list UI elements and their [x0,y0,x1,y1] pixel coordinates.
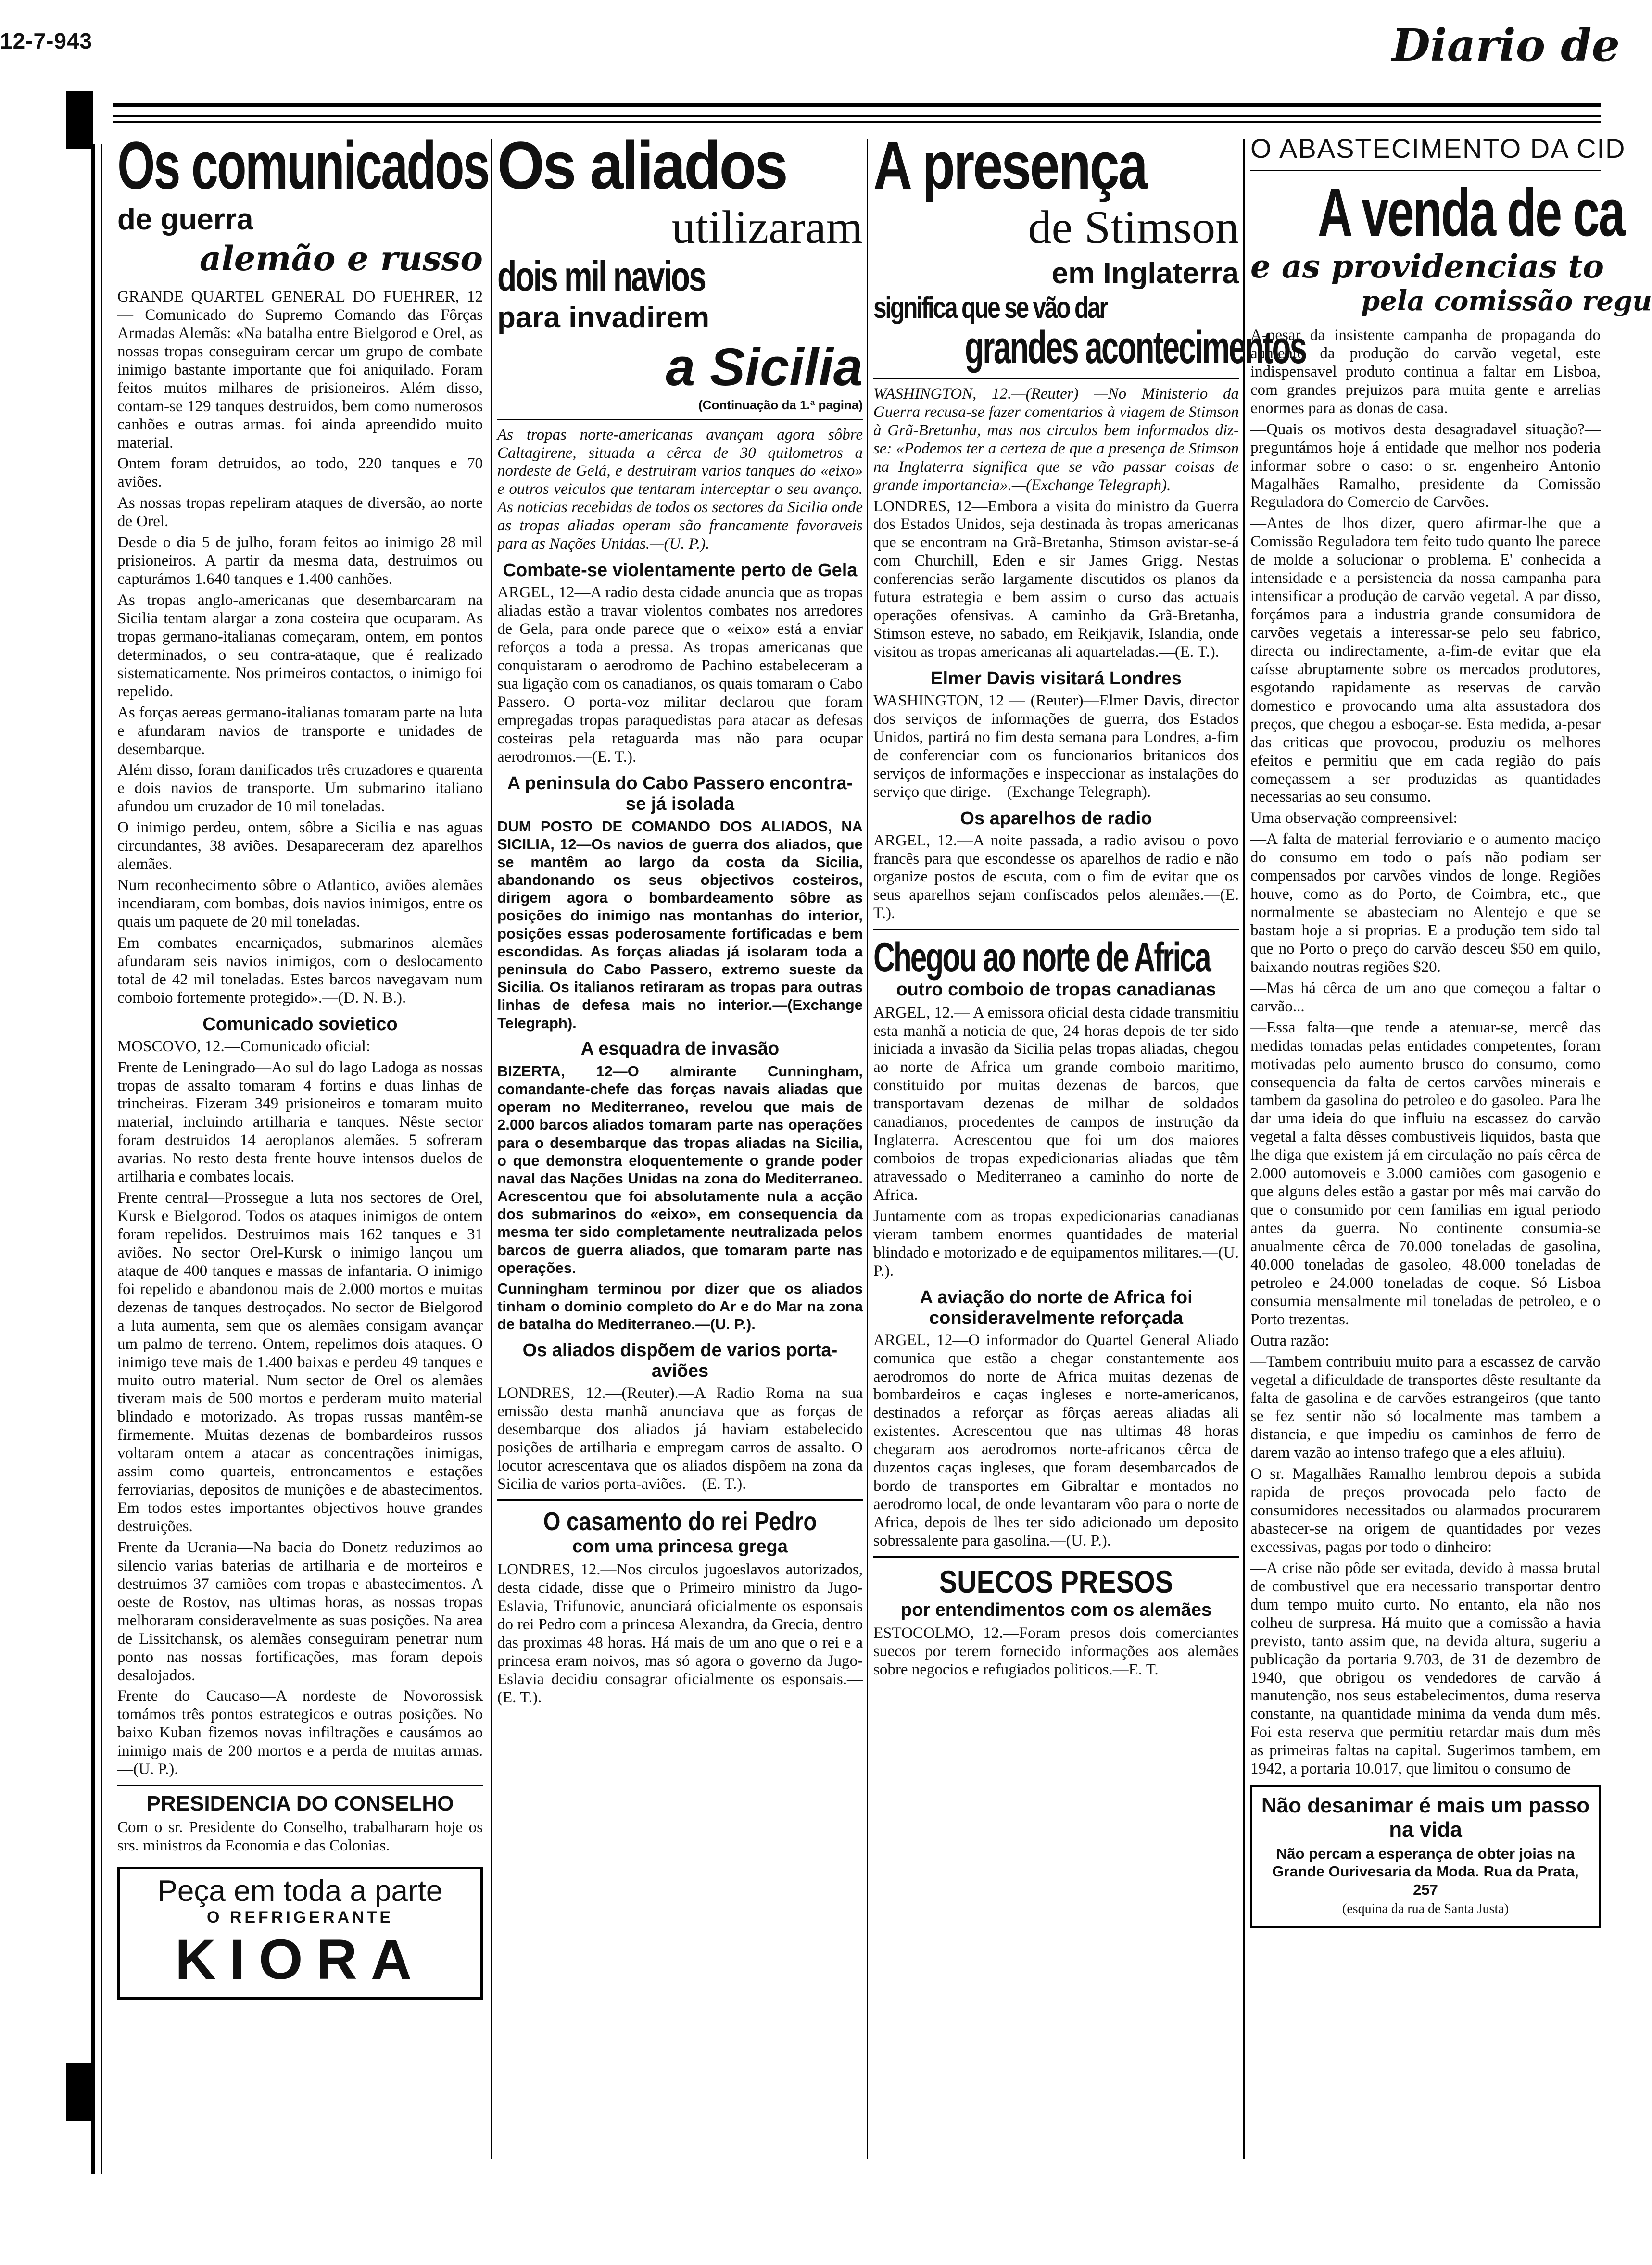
section-subheading: com uma princesa grega [572,1536,788,1557]
section-heading: Os aparelhos de radio [960,808,1152,829]
article-paragraph: Juntamente com as tropas expedicionarias canadianas vieram tambem enormes quantidades de material blindado e motorizado e de equipamentos militares.—(U. P.). [873,1207,1239,1280]
divider [873,378,1239,379]
article-paragraph: Outra razão: [1250,1332,1329,1349]
section-subheading: por entendimentos com os alemães [900,1599,1212,1620]
section-heading: Os aliados dispõem de varios porta-aviões [522,1340,838,1381]
article-paragraph: —Antes de lhos dizer, quero afirmar-lhe que a Comissão Reguladora tem feito tudo quanto lhe parece de molde a solucionar o problema. E' conhecida a intensidade e a persistencia da nossa campanha para intensificar a produção de carvão vegetal. A par disso, forçámos para a industria grande consumidora de carvões vegetais a interessar-se pelo seu fabrico, directa ou indirectamente, a-fim-de evitar que ela caísse abruptamente sobre os mercados produtores, esgotando rapidamente as reservas de carvão domestico e provocando uma alta assustadora dos preços, que chegou a esboçar-se. Esta medida, a-pesar das criticas que provocou, produziu os melhores efeitos e permitiu que em cada região do país começassem a ser produzidas as quantidades necessarias ao seu consumo. [1250,515,1601,806]
article-paragraph: —A falta de material ferroviario e o aumento maciço do consumo em todo o país não podiam ser compensados por carvões vindos de longe. Regiões houve, como as do Porto, de Coimbra, etc., que normalmente se abasteciam no Alentejo e que se bastam hoje a si proprias. E a produção tem sido tal que no Porto o preço do carvão desceu $50 em quilo, baixando noutras regiões $20. [1250,830,1601,976]
column-separator [867,139,868,2159]
article-paragraph: WASHINGTON, 12 — (Reuter)—Elmer Davis, director dos serviços de informações de guerra, dos Estados Unidos, partirá no fim desta semana para Londres, a-fim de conferenciar com os funcionarios britanicos dos serviços de informações e inspeccionar as instalações do serviço que dirige.—(Exchange Telegraph). [873,692,1239,801]
article-paragraph: Em combates encarniçados, submarinos alemães afundaram seis navios inimigos, com o deslocamento total de 42 mil toneladas. Estes barcos navegavam num comboio fortemente protegido».—(D. N. B.). [117,934,483,1007]
page-date: 12-7-943 [0,28,93,53]
subheadline: de Stimson [1028,201,1239,253]
section-heading: Comunicado sovietico [202,1014,398,1034]
headline: Os comunicados [117,127,489,203]
subheadline: significa que se vão dar [873,291,1107,325]
divider [497,419,863,420]
subheadline: a Sicilia [666,338,863,397]
kiora-advert [117,1867,483,2000]
article-paragraph: BIZERTA, 12—O almirante Cunningham, comandante-chefe das forças navais aliadas que operam no Mediterraneo, revelou que mais de 2.000 barcos aliados tomaram parte nas operações para o desembarque das tropas aliadas na Sicilia, o que demonstra eloquentemente o grande poder naval das Nações Unidas na zona do Mediterraneo. Acrescentou que foi absolutamente nula a acção dos submarinos do «eixo», em consequencia da mesma ter sido completamente neutralizada pelos barcos de guerra aliados, que tomaram parte nas operações. [497,1062,863,1276]
left-border-rule [101,144,102,2174]
article-paragraph: Num reconhecimento sôbre o Atlantico, aviões alemães incendiaram, com bombas, dois navios inimigos, entre os quais um paquete de 20 mil toneladas. [117,877,483,931]
subheadline: para invadirem [497,301,710,335]
article-paragraph: A-pesar da insistente campanha de propaganda do aumento da produção do carvão vegetal, este indispensavel produto continua a faltar em Lisboa, com grandes prejuizos para muita gente e arrelias enormes para as donas de casa. [1250,327,1601,417]
advert-footnote: (esquina da rua de Santa Justa) [1342,1901,1509,1916]
article-paragraph: DUM POSTO DE COMANDO DOS ALIADOS, NA SICILIA, 12—Os navios de guerra dos aliados, que se mantêm ao largo da costa da Sicilia, abandonando os seus objectivos costeiros, dirigem agora o bombardeamento sôbre as posições do inimigo nas montanhas do interior, posições essas poderosamente fortificadas e bem escondidas. As forças aliadas já isolaram toda a peninsula do Cabo Passero, extremo sueste da Sicilia. Os italianos retiraram as tropas para outras linhas de defesa mais no interior.—(Exchange Telegraph). [497,818,863,1032]
article-paragraph: ARGEL, 12.—A noite passada, a radio avisou o povo francês para que escondesse os aparelhos de radio e não organize postos de escuta, com o fim de evitar que os seus aparelhos sejam confiscados pelos alemães.—(E. T.). [873,831,1239,922]
subheadline: utilizaram [671,201,863,253]
subheadline: de guerra [117,203,253,236]
advert-brand: KIORA [175,1928,426,1991]
article-paragraph: As forças aereas germano-italianas tomaram parte na luta e afundaram navios de transporte e unidades de desembarque. [117,704,483,758]
article-paragraph: GRANDE QUARTEL GENERAL DO FUEHRER, 12 — Comunicado do Supremo Comando das Fôrças Armadas Alemãs: «Na batalha entre Bielgorod e Orel, as nossas tropas conseguiram cercar um grupo de combate inimigo bastante importante que foi aniquilado. Foram feitos muitos milhares de prisioneiros. Além disso, contam-se 129 tanques destruidos, bem como numerosos canhões e outras armas. foi ainda apreendido muito material. [117,288,483,452]
divider [1250,170,1601,171]
divider [117,1785,483,1786]
article-paragraph: —Essa falta—que tende a atenuar-se, mercê das medidas tomadas pelas entidades competentes, foram motivadas pelo aumento brusco do consumo, como consequencia da falta de certos carvões minerais e tambem da gasolina do petroleo e do gasoleo. Para lhe dar uma ideia do que influiu na escassez do carvão vegetal a falta dêsses combustiveis liquidos, basta que lhe diga que existem já em circulação no país cêrca de 2.000 automoveis e 3.000 camiões com gasogenio e que alguns deles estão a gastar por mês mai carvão do que o consumido por cem familias em igual periodo antes da guerra. No continente consumia-se anualmente cêrca de 70.000 toneladas de gasolina, 40.000 toneladas de gasoleo, 48.000 toneladas de petroleo e 24.000 toneladas de coque. Só Lisboa consumia mensalmente mil toneladas de petroleo, e o Porto trezentas. [1250,1019,1601,1328]
subheadline: pela comissão regu [1361,285,1652,317]
article-paragraph: —Tambem contribuiu muito para a escassez de carvão vegetal a dificuldade de transportes dêste resultante da falta de gasolina e de carvões estrangeiros (que tanto se fez sentir não só localmente mas tambem a distancia, e que impediu os caminhos de ferro de darem vazão ao intenso trafego que a eles afluiu). [1250,1353,1601,1462]
article-paragraph: MOSCOVO, 12.—Comunicado oficial: [117,1037,371,1055]
column-separator [1243,139,1245,2159]
article-carvao [1250,130,1652,2227]
article-paragraph: ARGEL, 12—O informador do Quartel General Aliado comunica que estão a chegar constantemente aos aerodromos do norte de Africa muitas dezenas de bombardeiros e caças ingleses e norte-americanos, destinados a reforçar as fôrças aereas aliadas ali existentes. Acrescentou que nas ultimas 48 horas chegaram aos aerodromos norte-africanos cêrca de duzentos caças ingleses, que foram desembarcados de bordo de transportes em Gibraltar e montados no aerodromo local, de onde levantaram vôo para o norte de Africa, depois de lhes ter sido adicionado um deposito sobressalente para gasolina.—(U. P.). [873,1331,1239,1549]
margin-marker [66,2063,93,2121]
article-comunicados [117,127,489,2227]
article-paragraph: ARGEL, 12—A radio desta cidade anuncia que as tropas aliadas estão a travar violentos combates nos arredores de Gela, para onde parece que o «eixo» está a enviar reforços a toda a pressa. As tropas americanas que conquistaram o aerodromo de Pachino estabeleceram a sua ligação com os canadianos, os quais tomaram o Cabo Passero. O porta-voz militar declarou que foram empregadas tropas paraquedistas para atacar as defesas costeiras pela retaguarda mas não para ocupar aerodromos.—(E. T.). [497,584,863,766]
divider [497,1499,863,1501]
section-heading: Combate-se violentamente perto de Gela [503,560,858,581]
article-paragraph: Frente de Leningrado—Ao sul do lago Ladoga as nossas tropas de assalto tomaram 4 fortins e duas linhas de trincheiras. Fizeram 349 prisioneiros e tomaram muito material, incluindo artilharia e tanques. Nêste sector foram destruidos 14 aeroplanos alemães. 5 sofreram avarias. No resto desta frente houve intensos duelos de artilharia e combates locais. [117,1058,483,1186]
masthead: Diario de [1391,19,1620,71]
section-heading: A esquadra de invasão [580,1038,780,1059]
article-paragraph: —Quais os motivos desta desagradavel situação?—preguntámos hoje á entidade que melhor nos poderia informar sobre o caso: o sr. engenheiro Antonio Magalhães Ramalho, presidente da Comissão Reguladora do Comercio de Carvões. [1250,420,1601,511]
article-paragraph: Frente central—Prossegue a luta nos sectores de Orel, Kursk e Bielgorod. Todos os ataques inimigos de ontem foram repelidos. Destruimos mais 162 tanques e 31 aviões. No sector Orel-Kursk o inimigo lançou um ataque de 400 tanques e massas de infantaria. O inimigo foi repelido e abandonou mais de 2.000 mortos e muitas dezenas de tanques destroçados. No sector de Bielgorod a luta aumenta, sem que os alemães consigam avançar um palmo de terreno. Ontem, repelimos dois ataques. O inimigo teve mais de 1.400 baixas e perdeu 49 tanques e muito outro material. Num sector de Orel os alemães tiveram mais de 500 mortos e perderam muito material blindado e motorizado. As tropas russas mantêm-se firmemente. Muitas dezenas de bombardeiros russos voltaram ontem a atacar as concentrações inimigas, assim como quarteis, entroncamentos e estações ferroviarias, depositos de munições e de abastecimentos. Em todos estes importantes objectivos houve grandes destruições. [117,1189,483,1535]
article-aliados [497,127,863,2227]
header-rule [113,121,1601,123]
article-paragraph: Ontem foram detruidos, ao todo, 220 tanques e 70 aviões. [117,455,483,491]
article-paragraph: As tropas anglo-americanas que desembarcaram na Sicilia tentam alargar a zona costeira que ocuparam. As tropas germano-italianas começaram, ontem, em pontos determinados, o seu contra-ataque, que é realizado sistematicamente. Nos primeiros contactos, o inimigo foi repelido. [117,591,483,700]
subheadline: dois mil navios [497,252,705,300]
notice-title: PRESIDENCIA DO CONSELHO [146,1792,454,1816]
section-heading: SUECOS PRESOS [939,1563,1173,1599]
section-heading: A peninsula do Cabo Passero encontra-se já isolada [507,773,853,814]
margin-marker [66,91,93,149]
article-paragraph: Frente da Ucrania—Na bacia do Donetz reduzimos ao silencio varias baterias de artilharia e de morteiros e destruimos 37 camiões com tropas e abastecimentos. A oeste de Rostov, nas ultimas horas, as nossas tropas melhoraram consideravelmente as suas posições. Na area de Lissitchansk, os alemães conseguiram penetrar num ponto nas nossas fortificações, mas foram depois desalojados. [117,1538,483,1684]
article-paragraph: Frente do Caucaso—A nordeste de Novorossisk tomámos três pontos estrategicos e outras posições. No baixo Kuban fizemos novas infiltrações e causámos ao inimigo mais de 200 mortos e a perda de muitas armas.—(U. P.). [117,1687,483,1778]
header-rule [113,115,1601,117]
article-paragraph: O inimigo perdeu, ontem, sôbre a Sicilia e nas aguas circundantes, 38 aviões. Desapareceram dez aparelhos alemães. [117,819,483,873]
article-paragraph: LONDRES, 12.—(Reuter).—A Radio Roma na sua emissão desta manhã anunciava que as forças de desembarque dos aliados já haviam estabelecido posições de artilharia e empregam carros de assalto. O locutor acrescentava que os aliados dispõem na zona da Sicilia de varios porta-aviões.—(E. T.). [497,1384,863,1493]
section-heading: Elmer Davis visitará Londres [931,668,1182,689]
divider [873,1556,1239,1558]
subheadline: e as providencias to [1250,248,1604,285]
divider [873,929,1239,930]
left-border-rule [91,144,95,2174]
section-subheading: outro comboio de tropas canadianas [896,979,1216,1000]
jewellery-advert [1250,1785,1601,1928]
advert-line: O REFRIGERANTE [206,1908,394,1926]
headline: Os aliados [497,127,787,203]
article-paragraph: Desde o dia 5 de julho, foram feitos ao inimigo 28 mil prisioneiros. A partir da mesma data, destruimos ou capturámos 1.640 tanques e 1.400 canhões. [117,534,483,588]
article-paragraph: Cunningham terminou por dizer que os aliados tinham o dominio completo do Ar e do Mar na zona de batalha do Mediterraneo.—(U. P.). [497,1280,863,1333]
article-paragraph: LONDRES, 12.—Nos circulos jugoeslavos autorizados, desta cidade, disse que o Primeiro ministro da Jugo-Eslavia, Trifunovic, anunciará oficialmente os esponsais do rei Pedro com a princesa Alexandra, da Grecia, dentro das proximas 48 horas. Há mais de um ano que o rei e a princesa eram noivos, mas só agora o governo da Jugo-Eslavia decidiu consagrar oficialmente os esponsais.—(E. T.). [497,1561,863,1706]
subheadline: grandes acontecimentos [965,322,1306,374]
section-heading: O casamento do rei Pedro [543,1507,817,1536]
column-separator [491,139,492,2159]
header-rule [113,103,1601,107]
article-paragraph: ARGEL, 12.— A emissora oficial desta cidade transmitiu esta manhã a noticia de que, 24 horas depois de ter sido iniciada a invasão da Sicilia pelas tropas aliadas, chegou ao norte de Africa um grande comboio maritimo, constituido por muitas dezenas de barcos, que transportavam dezenas de milhar de soldados canadianos, procedentes de campos de instrução da Inglaterra. Acrescentou que foi um dos maiores comboios de tropas expedicionarias aliadas que têm atravessado o Mediterraneo a caminho do norte de Africa. [873,1004,1239,1204]
headline: A venda de ca [1318,175,1624,250]
notice-text: Com o sr. Presidente do Conselho, trabalharam hoje os srs. ministros da Economia e das Colonias. [117,1819,483,1855]
article-paragraph: —A crise não pôde ser evitada, devido à massa brutal de combustivel que era necessario transportar dentro dum tempo muito curto. No entanto, ela não nos colheu de surpresa. Há muito que a comissão a havia previsto, tanto assim que, na devida altura, sugeriu a publicação da portaria 9.703, de 31 de dezembro de 1940, que obrigou os vendedores de carvão á manutenção, nos seus estabelecimentos, duma reserva constante, na quantidade minima da venda dum mês. Foi esta reserva que permitiu retardar mais dum mês as primeiras faltas na capital. Sugerimos tambem, em 1942, a portaria 10.017, que limitou o consumo de [1250,1559,1601,1778]
subheadline: em Inglaterra [1051,257,1239,290]
article-paragraph: ESTOCOLMO, 12.—Foram presos dois comerciantes suecos por terem fornecido informações aos alemães sobre negocios e refugiados politicos.—E. T. [873,1624,1239,1678]
headline: A presença [873,127,1147,203]
advert-text: Não percam a esperança de obter joias na Grande Ourivesaria da Moda. Rua da Prata, 257 [1272,1845,1579,1898]
section-kicker: O ABASTECIMENTO DA CID [1250,133,1626,164]
article-paragraph: As tropas norte-americanas avançam agora sôbre Caltagirene, situada a cêrca de 30 quilometros a nordeste de Gelá, e destruiram varios tanques do «eixo» e outros veiculos que tentaram interceptar o seu avanço. As noticias recebidas de todos os sectores da Sicilia onde as tropas aliadas operam são francamente favoraveis para as Nações Unidas.—(U. P.). [497,426,863,553]
article-paragraph: As nossas tropas repeliram ataques de diversão, ao norte de Orel. [117,494,483,530]
article-paragraph: Uma observação compreensivel: [1250,809,1458,827]
article-paragraph: O sr. Magalhães Ramalho lembrou depois a subida rapida de preços provocada pelo facto de consumidores necessitados ou alarmados procurarem abastecer-se na origem de quantidades por vezes excessivas, pagas por todo o dinheiro: [1250,1465,1601,1556]
subheadline: alemão e russo [199,239,483,278]
article-paragraph: —Mas há cêrca de um ano que começou a faltar o carvão... [1250,979,1601,1015]
continuation-note: (Continuação da 1.ª pagina) [698,398,863,413]
section-heading: Chegou ao norte de Africa [873,934,1210,981]
advert-title: Não desanimar é mais um passo na vida [1261,1794,1590,1842]
advert-line: Peça em toda a parte [157,1875,443,1908]
article-paragraph: Além disso, foram danificados três cruzadores e quarenta e dois navios de transporte. Um submarino italiano afundou um cruzador de 10 mil toneladas. [117,761,483,816]
article-paragraph: LONDRES, 12—Embora a visita do ministro da Guerra dos Estados Unidos, seja destinada às tropas americanas que se encontram na Grã-Bretanha, Stimson avistar-se-á com Churchill, Eden e sir James Grigg. Nestas conferencias serão largamente discutidos os planos da futura estrategia e bem assim o curso das actuais operações ofensivas. A caminho da Grã-Bretanha, Stimson esteve, no sabado, em Reikjavik, Islandia, onde visitou as tropas americanas ali aquarteladas.—(E. T.). [873,497,1239,661]
section-heading: A aviação do norte de Africa foi consideravelmente reforçada [920,1287,1193,1328]
article-paragraph: WASHINGTON, 12.—(Reuter) —No Ministerio da Guerra recusa-se fazer comentarios à viagem de Stimson à Grã-Bretanha, mas nos circulos bem informados diz-se: «Podemos ter a certeza de que a presença de Stimson na Inglaterra significa que se vão passar coisas de grande importancia».—(Exchange Telegraph). [873,385,1239,494]
